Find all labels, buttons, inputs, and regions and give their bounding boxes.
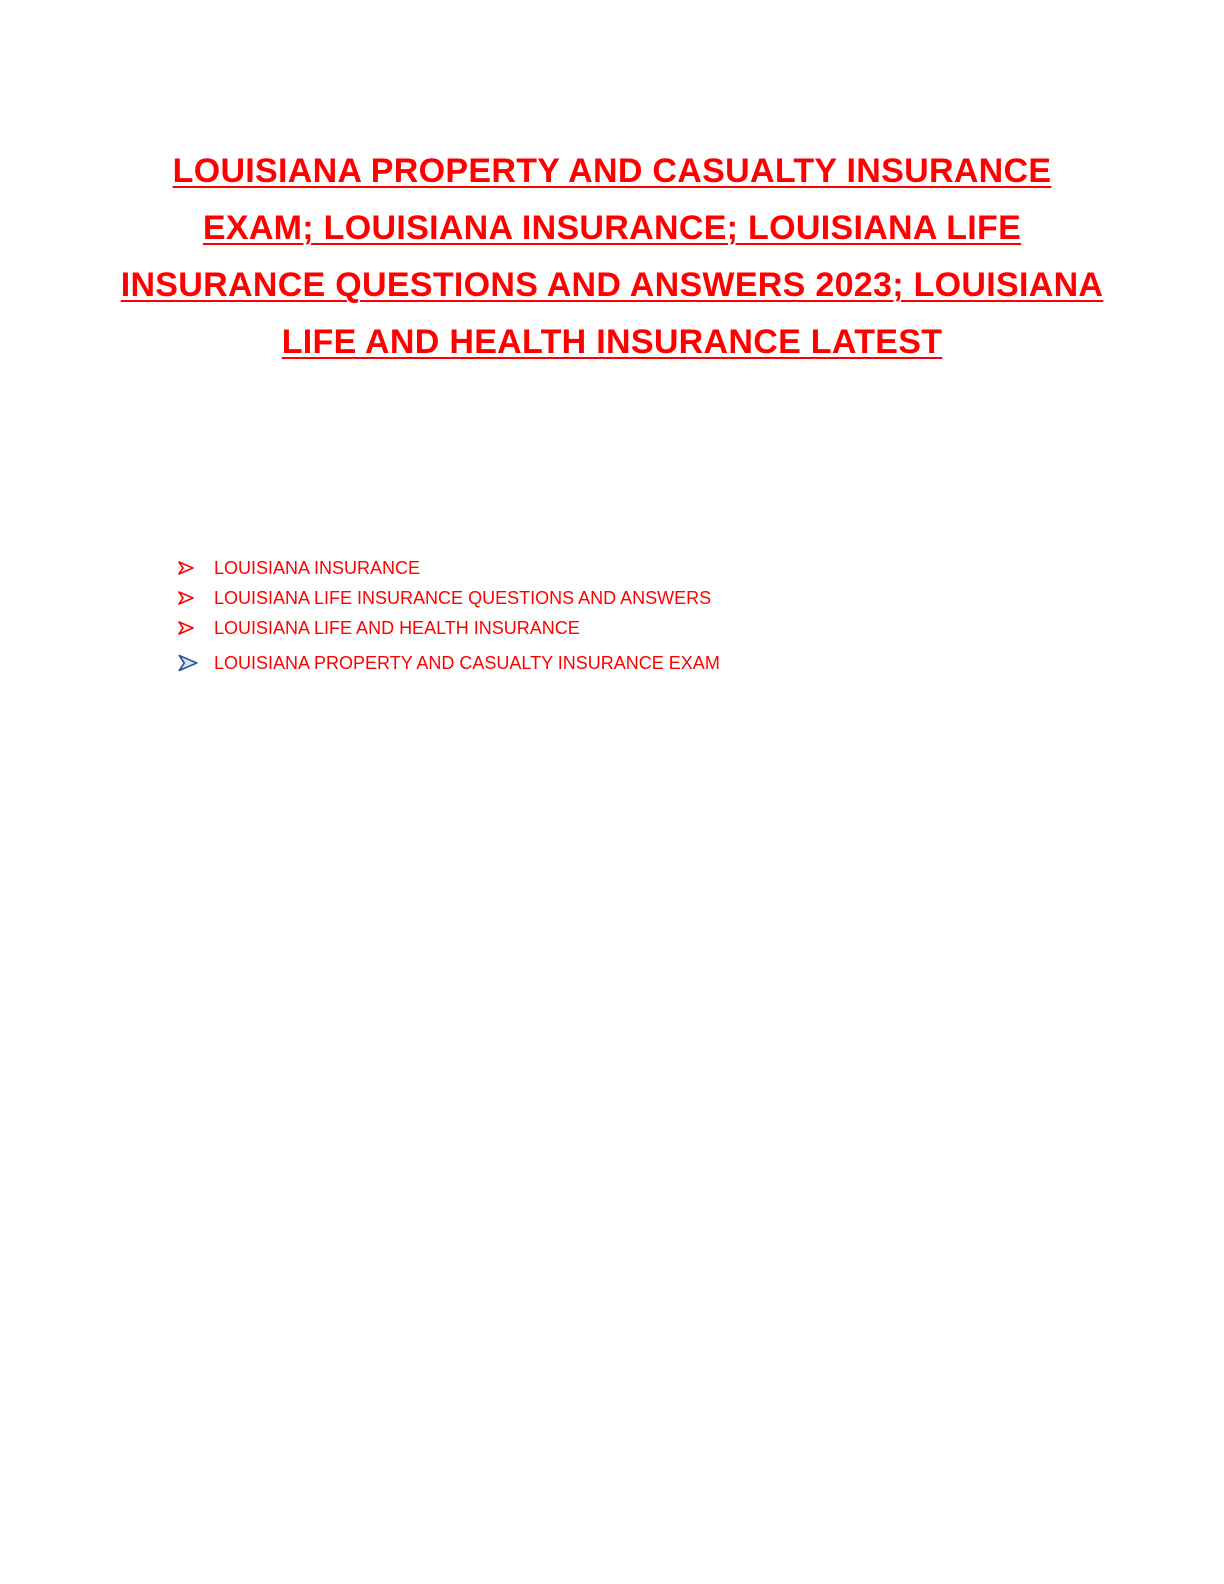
document-title: LOUISIANA PROPERTY AND CASUALTY INSURANCE EXAM; LOUISIANA INSURANCE; LOUISIANA LIFE INSURANCE QUESTIONS AND ANSWERS 2023; LOUISIANA LIFE AND HEALTH INSURANCE LATEST [120, 152, 1104, 361]
arrow-bullet-icon [178, 560, 214, 576]
arrow-bullet-icon [178, 653, 214, 673]
bullet-label: LOUISIANA PROPERTY AND CASUALTY INSURANCE EXAM [214, 652, 720, 673]
list-item [178, 643, 720, 683]
arrow-bullet-icon [178, 590, 214, 606]
bullet-label: LOUISIANA INSURANCE [214, 557, 421, 578]
bullet-label: LOUISIANA LIFE INSURANCE QUESTIONS AND ANSWERS [214, 587, 712, 608]
list-item [178, 553, 720, 583]
arrow-bullet-icon [178, 620, 214, 636]
bullet-list [178, 553, 720, 683]
bullet-label: LOUISIANA LIFE AND HEALTH INSURANCE [214, 617, 580, 638]
list-item [178, 613, 720, 643]
list-item [178, 583, 720, 613]
